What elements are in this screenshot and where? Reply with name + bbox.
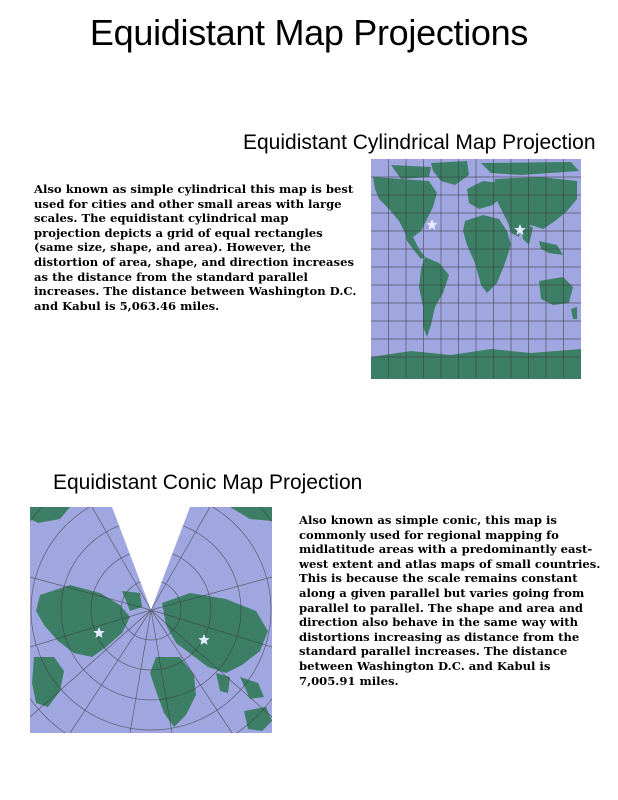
conic-map xyxy=(30,507,272,733)
cylindrical-heading: Equidistant Cylindrical Map Projection xyxy=(243,131,596,154)
conic-description: Also known as simple conic, this map is commonly used for regional mapping fo midlatitude areas with a predominantly east-west extent and atlas maps of small countries. This is because the scale remains constant along a given parallel but varies going from parallel to parallel. The shape and area and direction also behave in the same way with distortions increasing as distance from the standard parallel increases. The distance between Washington D.C. and Kabul is 7,005.91 miles. xyxy=(299,513,601,688)
conic-heading: Equidistant Conic Map Projection xyxy=(53,471,363,494)
cylindrical-map xyxy=(371,159,581,379)
page-title: Equidistant Map Projections xyxy=(89,12,529,53)
cylindrical-description: Also known as simple cylindrical this map is best used for cities and other small areas with large scales. The equidistant cylindrical map projection depicts a grid of equal rectangles (same size, shape, and area). However, the distortion of area, shape, and direction increases as the distance from the standard parallel increases. The distance between Washington D.C. and Kabul is 5,063.46 miles. xyxy=(34,182,357,313)
